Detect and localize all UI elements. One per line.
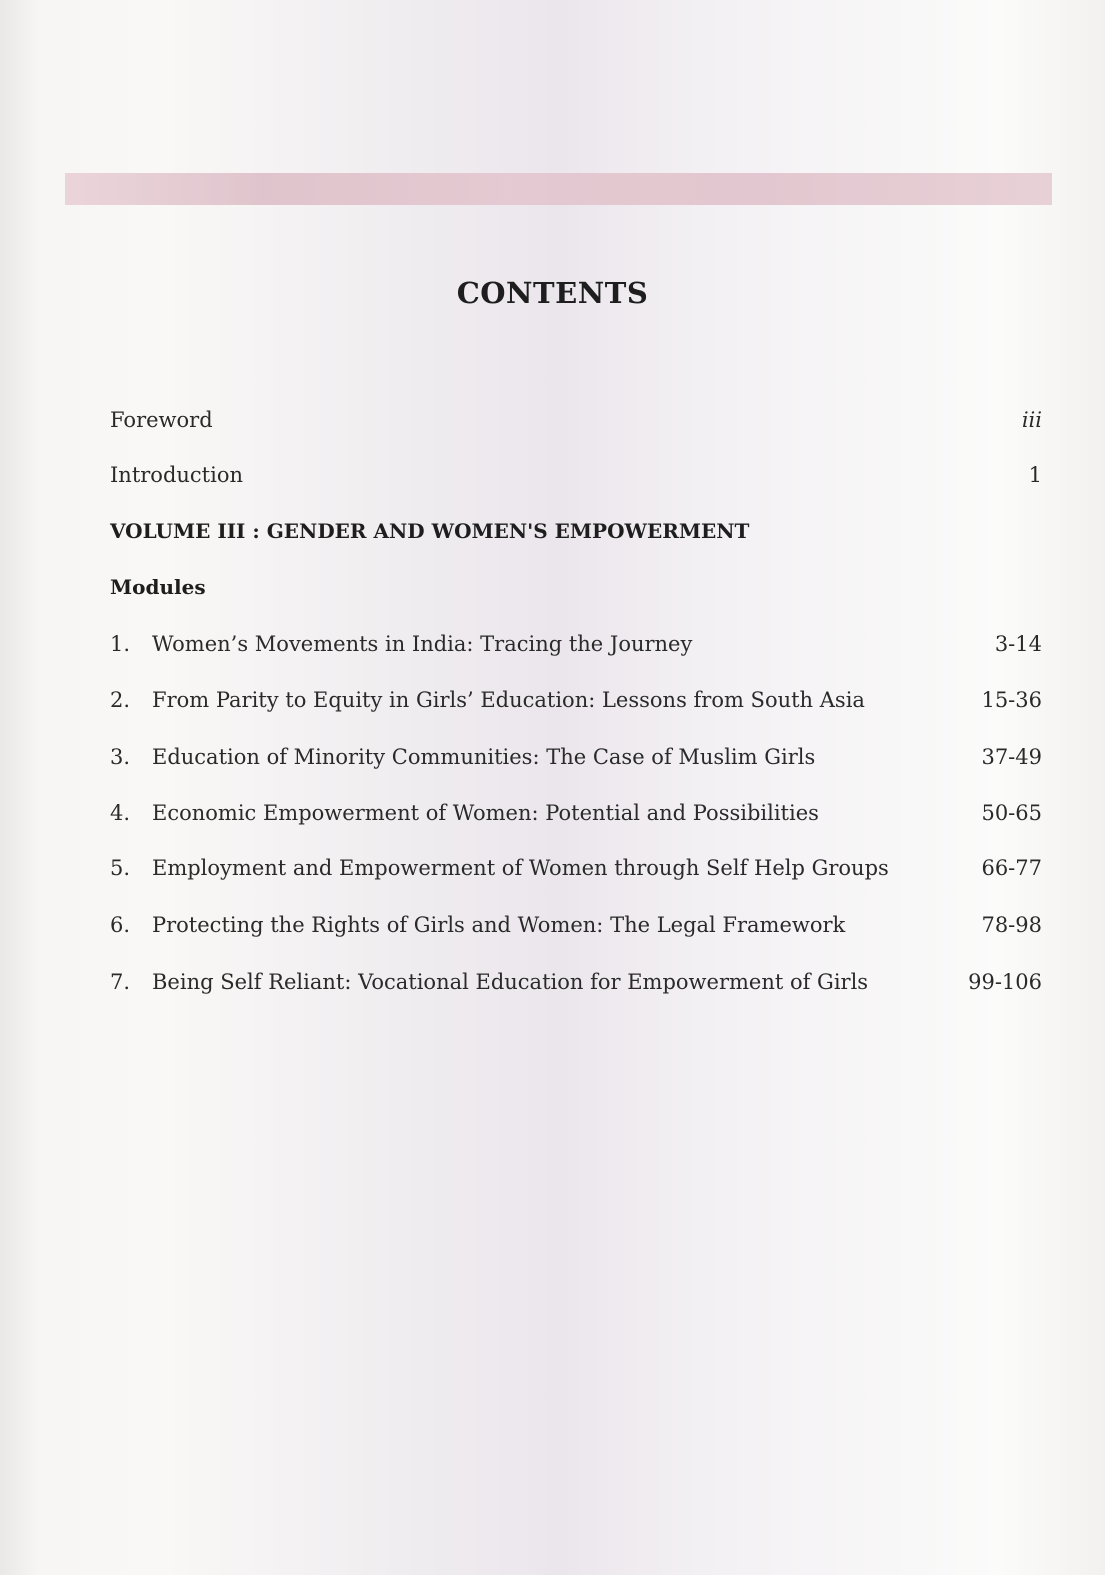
toc-module-1[interactable] <box>110 629 1042 659</box>
page-title: CONTENTS <box>456 276 649 310</box>
module-number: 3. <box>110 745 131 769</box>
module-title: Economic Empowerment of Women: Potential and Possibilities <box>152 801 819 825</box>
toc-module-6[interactable] <box>110 910 1042 940</box>
toc-entry-foreword[interactable] <box>110 405 1042 435</box>
module-number: 4. <box>110 801 131 825</box>
toc-entry-introduction[interactable] <box>110 460 1042 490</box>
module-pages: 78-98 <box>981 913 1042 937</box>
volume-heading: VOLUME III : GENDER AND WOMEN'S EMPOWERMENT <box>110 519 750 543</box>
toc-entry-label: Foreword <box>110 408 213 432</box>
toc-module-5[interactable] <box>110 853 1042 883</box>
toc-entry-page: iii <box>1021 408 1042 432</box>
decorative-header-band <box>65 173 1052 205</box>
module-title: Being Self Reliant: Vocational Education for Empowerment of Girls <box>152 970 869 994</box>
module-number: 6. <box>110 913 131 937</box>
module-pages: 3-14 <box>994 632 1042 656</box>
module-pages: 37-49 <box>981 745 1042 769</box>
module-title: Protecting the Rights of Girls and Women: The Legal Framework <box>152 913 846 937</box>
module-number: 7. <box>110 970 131 994</box>
toc-module-7[interactable] <box>110 967 1042 997</box>
module-pages: 50-65 <box>981 801 1042 825</box>
module-number: 5. <box>110 856 131 880</box>
module-title: Education of Minority Communities: The Case of Muslim Girls <box>152 745 816 769</box>
module-title: Women’s Movements in India: Tracing the Journey <box>152 632 693 656</box>
module-pages: 15-36 <box>981 688 1042 712</box>
module-title: From Parity to Equity in Girls’ Education: Lessons from South Asia <box>152 688 865 712</box>
module-pages: 66-77 <box>981 856 1042 880</box>
toc-module-3[interactable] <box>110 742 1042 772</box>
module-number: 2. <box>110 688 131 712</box>
toc-entry-page: 1 <box>1028 463 1042 487</box>
toc-module-2[interactable] <box>110 685 1042 715</box>
modules-heading: Modules <box>110 575 206 599</box>
module-number: 1. <box>110 632 131 656</box>
module-title: Employment and Empowerment of Women through Self Help Groups <box>152 856 889 880</box>
toc-entry-label: Introduction <box>110 463 243 487</box>
module-pages: 99-106 <box>968 970 1042 994</box>
toc-module-4[interactable] <box>110 798 1042 828</box>
